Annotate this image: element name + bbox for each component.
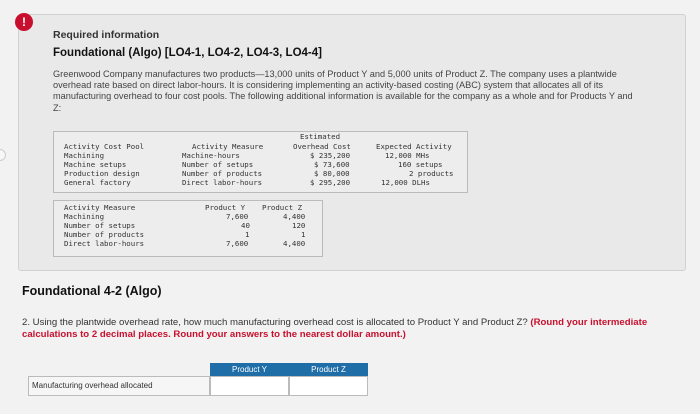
measure-cell: Number of setups: [64, 221, 136, 230]
alert-icon: !: [15, 13, 33, 31]
product-z-cell: 120: [292, 221, 306, 230]
answer-header-product-y: Product Y: [210, 363, 289, 376]
measure-cell: Number of products: [182, 169, 263, 178]
side-panel-tab[interactable]: [0, 149, 6, 161]
expected-cell: 2 products: [409, 169, 454, 178]
cost-cell: $ 235,200: [310, 151, 351, 160]
section-title: Foundational 4-2 (Algo): [22, 284, 162, 298]
product-z-cell: 4,400: [283, 239, 306, 248]
measure-cell: Direct labor-hours: [64, 239, 145, 248]
pool-cell: Production design: [64, 169, 140, 178]
header-estimated: Estimated: [300, 132, 341, 141]
header-expected-activity: Expected Activity: [376, 142, 452, 151]
product-y-cell: 40: [241, 221, 250, 230]
activity-cost-pool-table: [53, 131, 468, 193]
product-activity-table: [53, 200, 323, 257]
header-product-z: Product Z: [262, 203, 303, 212]
product-z-overhead-input[interactable]: [289, 376, 368, 396]
question-instruction: (Round your intermediate calculations to 2 decimal places. Round your answers to the nearest dollar amount.): [22, 317, 648, 340]
product-z-cell: 4,400: [283, 212, 306, 221]
header-product-y: Product Y: [205, 203, 246, 212]
expected-cell: 12,000 DLHs: [381, 178, 430, 187]
required-info-title: Required information: [53, 29, 160, 41]
measure-cell: Direct labor-hours: [182, 178, 263, 187]
pool-cell: General factory: [64, 178, 131, 187]
measure-cell: Machining: [64, 212, 105, 221]
cost-cell: $ 80,000: [314, 169, 350, 178]
product-y-cell: 7,600: [226, 239, 249, 248]
measure-cell: Machine-hours: [182, 151, 240, 160]
measure-cell: Number of products: [64, 230, 145, 239]
cost-cell: $ 295,200: [310, 178, 351, 187]
measure-cell: Number of setups: [182, 160, 254, 169]
product-y-cell: 7,600: [226, 212, 249, 221]
question-text: [22, 317, 662, 341]
cost-cell: $ 73,600: [314, 160, 350, 169]
pool-cell: Machining: [64, 151, 105, 160]
foundational-heading: Foundational (Algo) [LO4-1, LO4-2, LO4-3, LO4-4]: [53, 47, 322, 59]
expected-cell: 160 setups: [398, 160, 443, 169]
header-overhead-cost: Overhead Cost: [293, 142, 351, 151]
answer-row-label: Manufacturing overhead allocated: [28, 376, 210, 396]
header-activity-measure: Activity Measure: [64, 203, 136, 212]
expected-cell: 12,000 MHs: [385, 151, 430, 160]
product-y-cell: 1: [245, 230, 250, 239]
answer-header-product-z: Product Z: [289, 363, 368, 376]
header-activity-cost-pool: Activity Cost Pool: [64, 142, 145, 151]
pool-cell: Machine setups: [64, 160, 127, 169]
question-body: 2. Using the plantwide overhead rate, how much manufacturing overhead cost is allocated to Product Y and Product Z?: [22, 317, 531, 328]
header-activity-measure: Activity Measure: [192, 142, 264, 151]
intro-paragraph: Greenwood Company manufactures two products—13,000 units of Product Y and 5,000 units of Product Z. The company uses a plantwide overhead rate based on direct labor-hours. It is considering implementing an activity-based costing (ABC) system that allocates all of its manufacturing overhead to four cost pools. The following additional information is available for the company as a whole and for Products Y and Z:: [53, 69, 633, 113]
product-y-overhead-input[interactable]: [210, 376, 289, 396]
product-z-cell: 1: [301, 230, 306, 239]
